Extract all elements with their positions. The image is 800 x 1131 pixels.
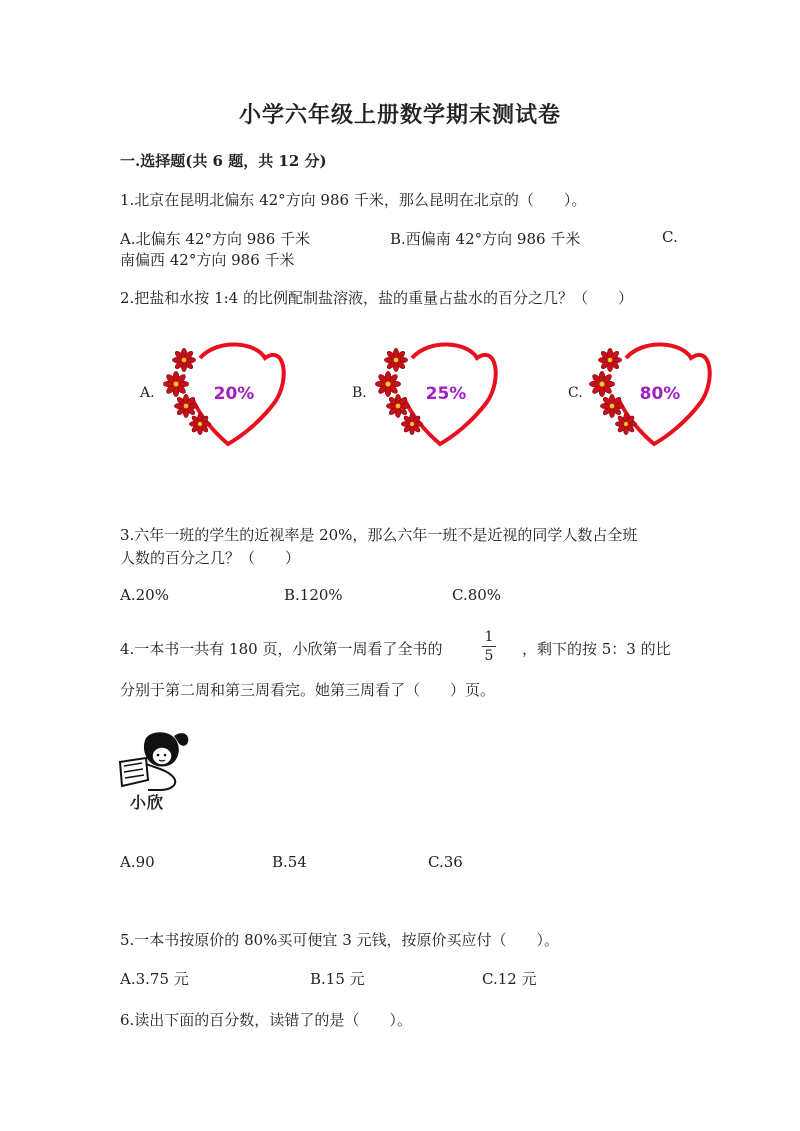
question-1-option-b[interactable]: B.西偏南 42°方向 986 千米: [390, 230, 581, 248]
question-3-option-c[interactable]: C.80%: [452, 586, 502, 604]
question-4-text-line2: 分别于第二周和第三周看完。她第三周看了（ ）页。: [120, 681, 496, 699]
flower-icon: [174, 394, 197, 417]
fraction-denominator: 5: [484, 648, 494, 664]
flower-icon: [598, 348, 621, 371]
fraction-numerator: 1: [482, 630, 496, 647]
question-6-text: 6.读出下面的百分数，读错了的是（ ）。: [120, 1011, 412, 1029]
flower-icon: [163, 371, 188, 396]
heart-value-a: 20%: [213, 384, 255, 404]
flower-icon: [589, 371, 614, 396]
flower-icon: [600, 394, 623, 417]
question-2-option-b-label[interactable]: B.: [352, 385, 367, 401]
heart-icon: [160, 340, 290, 450]
question-3-text-line2: 人数的百分之几？（ ）: [120, 549, 301, 567]
heart-image-a[interactable]: [160, 340, 290, 450]
girl-reading-icon: [112, 728, 196, 792]
question-5-option-b[interactable]: B.15 元: [310, 970, 365, 988]
flower-icon: [401, 413, 422, 434]
flower-icon: [384, 348, 407, 371]
section-heading: 一.选择题(共 6 题，共 12 分): [120, 152, 327, 170]
heart-value-c: 80%: [639, 384, 681, 404]
heart-image-c[interactable]: [586, 340, 716, 450]
question-4-text-after: ，剩下的按 5：3 的比: [522, 640, 671, 658]
question-4-text: 4.一本书一共有 180 页，小欣第一周看了全书的: [120, 640, 443, 658]
girl-name-label: 小欣: [130, 793, 165, 812]
heart-value-b: 25%: [425, 384, 467, 404]
flower-icon: [189, 413, 210, 434]
question-2-option-c-label[interactable]: C.: [568, 385, 583, 401]
question-3-option-a[interactable]: A.20%: [120, 586, 169, 604]
question-2-text: 2.把盐和水按 1:4 的比例配制盐溶液，盐的重量占盐水的百分之几？（ ）: [120, 289, 633, 307]
question-1-option-a[interactable]: A.北偏东 42°方向 986 千米: [120, 230, 311, 248]
question-5-text: 5.一本书按原价的 80%买可便宜 3 元钱，按原价买应付（ ）。: [120, 931, 560, 949]
heart-icon: [586, 340, 716, 450]
heart-image-b[interactable]: [372, 340, 502, 450]
question-5-option-a[interactable]: A.3.75 元: [120, 970, 189, 988]
heart-icon: [372, 340, 502, 450]
fraction-one-fifth: [482, 630, 496, 664]
question-3-option-b[interactable]: B.120%: [284, 586, 343, 604]
flower-icon: [386, 394, 409, 417]
question-3-text: 3.六年一班的学生的近视率是 20%，那么六年一班不是近视的同学人数占全班: [120, 526, 638, 544]
question-1-option-c[interactable]: C.: [662, 228, 678, 246]
question-2-option-a-label[interactable]: A.: [140, 385, 155, 401]
question-5-option-c[interactable]: C.12 元: [482, 970, 537, 988]
flower-icon: [615, 413, 636, 434]
question-1-text: 1.北京在昆明北偏东 42°方向 986 千米，那么昆明在北京的（ ）。: [120, 191, 587, 209]
question-1-option-c-wrap: 南偏西 42°方向 986 千米: [120, 251, 295, 269]
question-4-option-b[interactable]: B.54: [272, 853, 307, 871]
flower-icon: [375, 371, 400, 396]
page-title: 小学六年级上册数学期末测试卷: [238, 102, 561, 128]
question-4-option-a[interactable]: A.90: [120, 853, 155, 871]
flower-icon: [172, 348, 195, 371]
question-4-option-c[interactable]: C.36: [428, 853, 463, 871]
